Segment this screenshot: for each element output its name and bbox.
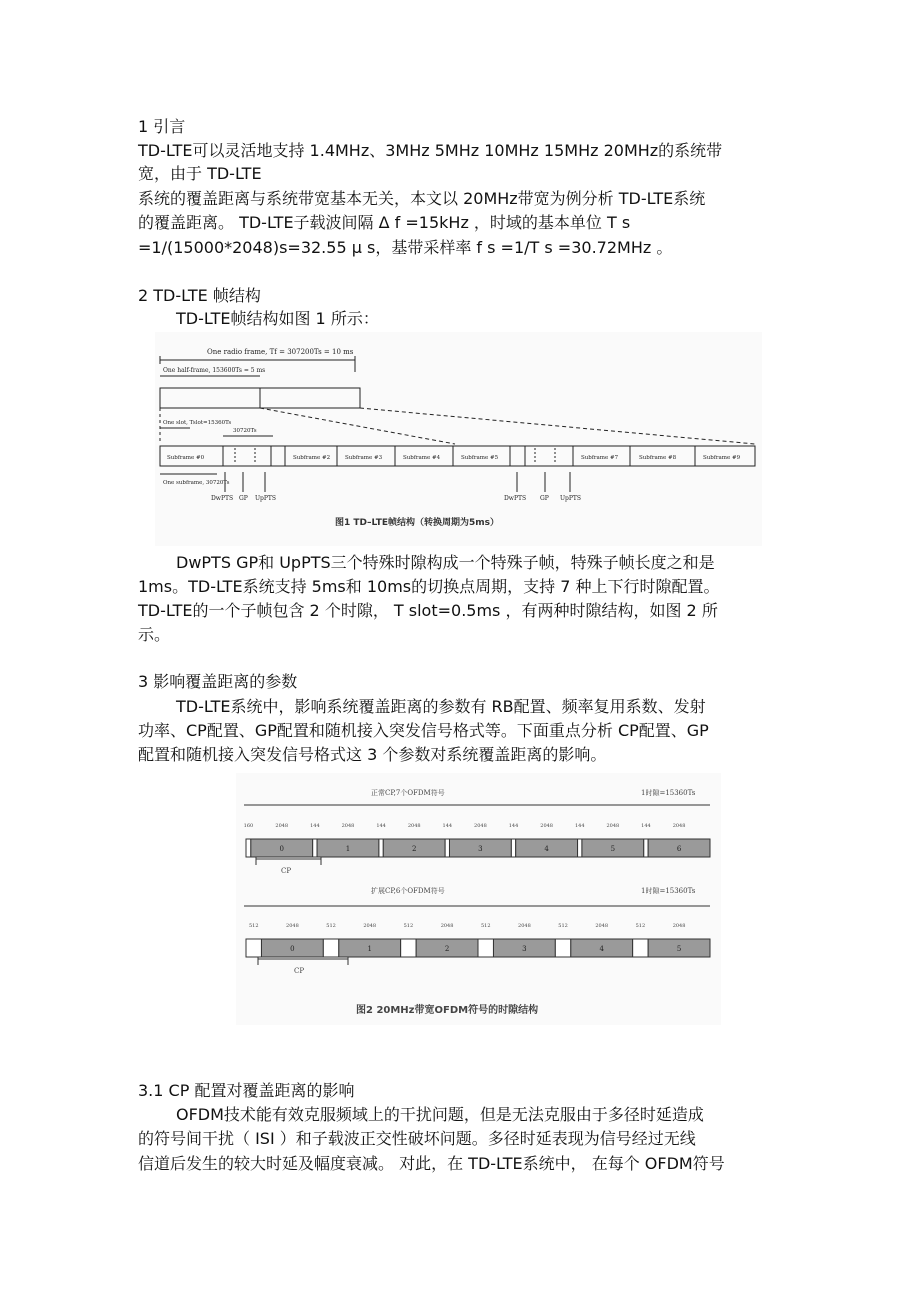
cp-segment [379,839,383,857]
extended-cp-title: 扩展CP,6个OFDM符号 [371,887,445,895]
segment-length-label: 144 [442,823,453,829]
segment-length-label: 2048 [286,923,299,929]
segment-length-label: 2048 [275,823,289,829]
cp-segment [633,939,648,957]
segment-length-label: 2048 [341,823,355,829]
cp-segment [313,839,317,857]
section-3-1-heading: 3.1 CP 配置对覆盖距离的影响 [138,1081,355,1100]
marker-label: UpPTS [560,495,582,502]
symbol-index-label: 2 [444,945,450,953]
segment-length-label: 2048 [672,823,686,829]
segment-length-label: 512 [558,923,568,929]
segment-length-label: 512 [403,923,414,929]
symbol-index-label: 1 [345,845,351,853]
symbol-index-label: 4 [599,945,604,953]
segment-length-label: 2048 [440,923,454,929]
subframe-label: Subframe #0 [167,455,205,461]
segment-length-label: 2048 [672,923,686,929]
subframe-label: Subframe #4 [403,455,441,461]
marker-label: GP [540,495,549,502]
figure-intro: TD-LTE帧结构如图 1 所示： [176,309,379,328]
normal-slot-length: 1时隙=15360Ts [641,789,696,797]
paragraph-line: 宽，由于 TD-LTE [138,164,262,183]
symbol-index-label: 0 [279,845,285,853]
segment-length-label: 2048 [518,923,531,929]
subframe-label: Subframe #7 [581,455,619,461]
paragraph-line: TD-LTE的一个子帧包含 2 个时隙， T slot=0.5ms ，有两种时隙结构，如图 2 所 [138,601,718,620]
symbol-index-label: 6 [676,845,682,853]
segment-length-label: 160 [243,823,254,829]
cp-segment [578,839,582,857]
paragraph-line: 功率、CP配置、GP配置和随机接入突发信号格式等。下面重点分析 CP配置、GP [138,721,709,740]
cp-segment [478,939,493,957]
cp-segment [644,839,648,857]
extended-slot-length: 1时隙=15360Ts [641,887,696,895]
symbol-index-label: 5 [676,945,682,953]
cp-segment [323,939,338,957]
symbol-index-label: 1 [367,945,372,953]
segment-length-label: 144 [574,823,585,829]
section-2-heading: 2 TD-LTE 帧结构 [138,286,261,305]
marker-label: DwPTS [211,495,234,502]
segment-length-label: 2048 [540,823,554,829]
cp-segment [445,839,449,857]
figure-1-caption: 图1 TD–LTE帧结构（转换周期为5ms） [335,518,500,528]
cp-label: CP [281,867,292,875]
subframe-label: Subframe #9 [703,455,741,461]
figure-2-caption: 图2 20MHz带宽OFDM符号的时隙结构 [356,1005,539,1016]
subframe-label: Subframe #5 [461,455,499,461]
symbol-index-label: 2 [411,845,417,853]
paragraph-line: 系统的覆盖距离与系统带宽基本无关，本文以 20MHz带宽为例分析 TD-LTE系统 [138,189,706,208]
paragraph-line: 示。 [138,625,171,644]
paragraph-line: TD-LTE可以灵活地支持 1.4MHz、3MHz 5MHz 10MHz 15MHz 20MHz的系统带 [138,141,723,160]
segment-length-label: 2048 [606,823,620,829]
cp-segment [246,939,261,957]
normal-cp-title: 正常CP,7个OFDM符号 [371,789,445,797]
paragraph-line: 配置和随机接入突发信号格式这 3 个参数对系统覆盖距离的影响。 [138,745,607,764]
segment-length-label: 2048 [474,823,487,829]
cp-label: CP [294,967,305,975]
segment-length-label: 512 [480,923,491,929]
slot-label: One slot, Tslot=15360Ts [163,420,232,426]
paragraph-line: 1ms。TD-LTE系统支持 5ms和 10ms的切换点周期，支持 7 种上下行时隙配置。 [138,577,720,596]
section-1-heading: 1 引言 [138,117,186,136]
marker-label: UpPTS [255,495,277,502]
segment-length-label: 144 [376,823,386,829]
cp-segment [401,939,416,957]
length-label: 30720Ts [233,428,257,434]
marker-label: DwPTS [504,495,527,502]
paragraph-line: 信道后发生的较大时延及幅度衰减。 对此，在 TD-LTE系统中， 在每个 OFDM符号 [138,1154,725,1173]
cp-segment [246,839,251,857]
figure-1-frame-structure [155,332,762,546]
paragraph-line: 的覆盖距离。 TD-LTE子载波间隔 Δ f =15kHz ，时域的基本单位 T s [138,213,631,232]
symbol-index-label: 0 [290,945,295,953]
segment-length-label: 144 [508,823,519,829]
segment-length-label: 512 [326,923,336,929]
cp-segment [511,839,515,857]
segment-length-label: 144 [310,823,320,829]
paragraph-line: DwPTS GP和 UpPTS三个特殊时隙构成一个特殊子帧，特殊子帧长度之和是 [176,553,715,572]
segment-length-label: 2048 [407,823,421,829]
figure-2-slot-structure [236,773,721,1025]
subframe-label: Subframe #3 [345,455,383,461]
paragraph-line: 的符号间干扰（ ISI ）和子载波正交性破坏问题。多径时延表现为信号经过无线 [138,1129,696,1148]
symbol-index-label: 3 [478,845,483,853]
segment-length-label: 512 [635,923,646,929]
paragraph-line: TD-LTE系统中，影响系统覆盖距离的参数有 RB配置、频率复用系数、发射 [176,697,706,716]
marker-label: GP [239,495,248,502]
symbol-index-label: 3 [522,945,527,953]
segment-length-label: 512 [248,923,259,929]
segment-length-label: 144 [641,823,651,829]
one-subframe-label: One subframe, 30720Ts [163,480,230,486]
subframe-label: Subframe #2 [293,455,331,461]
segment-length-label: 2048 [595,923,609,929]
subframe-label: Subframe #8 [639,455,677,461]
section-3-heading: 3 影响覆盖距离的参数 [138,672,298,691]
paragraph-line: =1/(15000*2048)s=32.55 μ s，基带采样率 f s =1/T s =30.72MHz 。 [138,238,673,257]
half-frame-label: One half-frame, 153600Ts = 5 ms [163,367,266,374]
segment-length-label: 2048 [363,923,377,929]
symbol-index-label: 4 [544,845,549,853]
paragraph-line: OFDM技术能有效克服频域上的干扰问题，但是无法克服由于多径时延造成 [176,1105,704,1124]
radio-frame-label: One radio frame, Tf = 307200Ts = 10 ms [207,348,354,356]
cp-segment [555,939,570,957]
symbol-index-label: 5 [610,845,616,853]
